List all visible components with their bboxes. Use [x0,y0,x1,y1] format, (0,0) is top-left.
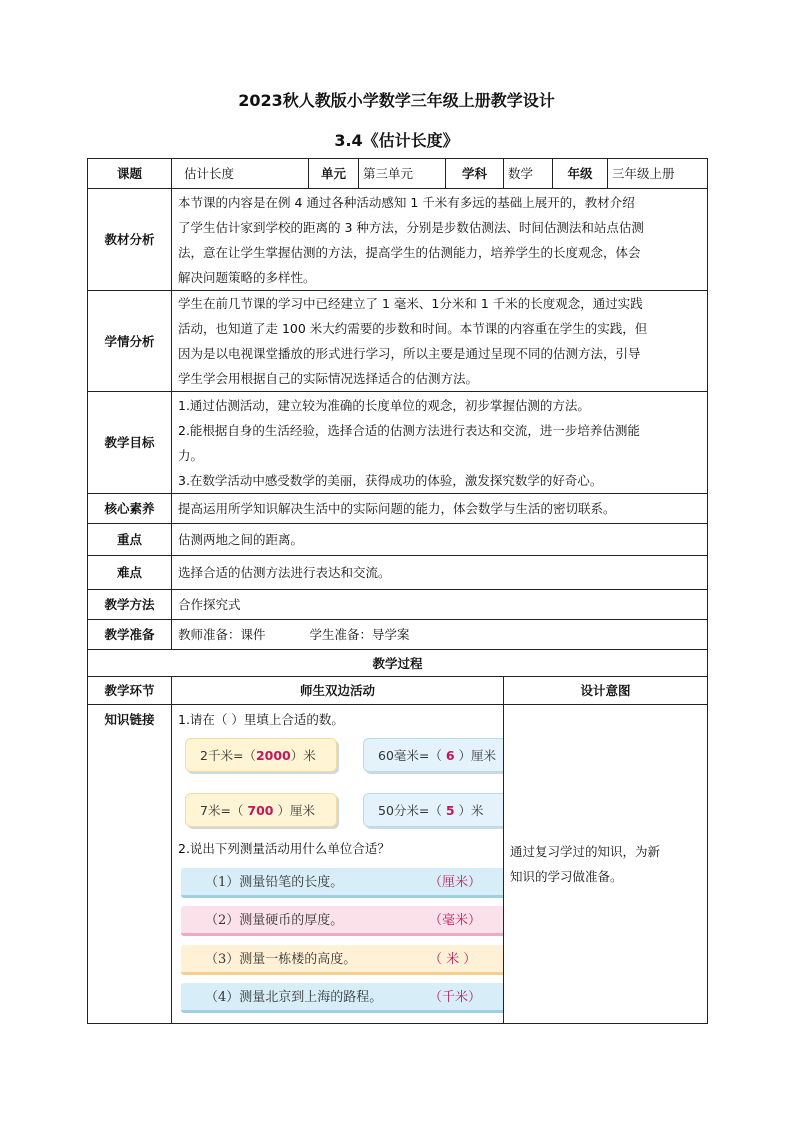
document-title: 2023秋人教版小学数学三年级上册教学设计 [238,91,555,110]
text-line: 2.能根据自身的生活经验，选择合适的估测方法进行表达和交流，进一步培养估测能 [178,422,640,438]
teaching-prep-row [88,620,708,650]
unit-value: 第三单元 [359,159,446,189]
text-line: 3.在数学活动中感受数学的美丽，获得成功的体验，激发探究数学的好奇心。 [178,472,603,488]
card-answer: 2000 [255,748,291,763]
lesson-plan-table [87,158,708,1024]
text-line: 1.通过估测活动，建立较为准确的长度单位的观念，初步掌握估测的方法。 [178,397,590,413]
key-point-text: 估测两地之间的距离。 [172,524,708,556]
teaching-method-row [88,590,708,620]
card-text: ）米 [454,803,484,818]
unit-item-text: （3）测量一栋楼的高度。 [205,952,357,967]
col-intent-header: 设计意图 [504,677,708,705]
grade-label: 年级 [553,159,608,189]
knowledge-link-label: 知识链接 [88,705,172,1024]
question-1: 1.请在（ ）里填上合适的数。 [178,712,344,727]
student-analysis-text [172,291,708,392]
text-line: 因为是以电视课堂播放的形式进行学习，所以主要是通过呈现不同的估测方法，引导 [178,346,641,361]
topic-label: 课题 [88,159,172,189]
teaching-method-text: 合作探究式 [172,590,708,620]
card-answer: 5 [445,803,455,818]
core-literacy-text: 提高运用所学知识解决生活中的实际问题的能力，体会数学与生活的密切联系。 [172,494,708,524]
card-text: ）厘米 [454,748,497,763]
difficulty-label: 难点 [88,556,172,590]
text-line: 法，意在让学生掌握估测的方法，提高学生的估测能力，培养学生的长度观念，体会 [178,244,641,260]
unit-item-answer: （毫米） [429,913,482,928]
col-activity-header: 师生双边活动 [172,677,504,705]
difficulty-text: 选择合适的估测方法进行表达和交流。 [172,556,708,590]
unit-item [181,945,504,975]
card-text: ）厘米 [273,803,315,818]
unit-item-text: （1）测量铅笔的长度。 [205,875,344,890]
key-point-row [88,524,708,556]
subject-label: 学科 [446,159,504,189]
key-point-label: 重点 [88,524,172,556]
teaching-method-label: 教学方法 [88,590,172,620]
knowledge-link-activity [172,705,504,1024]
text-line: 本节课的内容是在例 4 通过各种活动感知 1 千米有多远的基础上展开的，教材介绍 [178,194,635,210]
text-line: 学生学会用根据自己的实际情况选择适合的估测方法。 [178,371,479,386]
grade-value: 三年级上册 [608,159,708,189]
teaching-goals-label: 教学目标 [88,392,172,494]
material-analysis-row [88,189,708,291]
unit-item [181,906,504,936]
topic-value: 估计长度 [172,159,309,189]
text-line: 知识的学习做准备。 [510,869,623,884]
core-literacy-row [88,494,708,524]
text-line: 力。 [178,447,204,463]
process-title-row [88,650,708,677]
unit-item [181,868,504,898]
process-title: 教学过程 [88,650,708,677]
text-line: 通过复习学过的知识，为新 [510,844,661,859]
header-row [88,159,708,189]
material-analysis-label: 教材分析 [88,189,172,291]
unit-item-answer: （厘米） [429,875,482,890]
unit-label: 单元 [309,159,359,189]
col-stage-header: 教学环节 [88,677,172,705]
student-analysis-label: 学情分析 [88,291,172,392]
card-answer: 700 [247,803,274,818]
question-2: 2.说出下列测量活动用什么单位合适？ [178,841,390,856]
lesson-title: 3.4《估计长度》 [334,131,459,150]
fill-card [185,738,337,772]
difficulty-row [88,556,708,590]
knowledge-link-intent [504,705,708,1024]
card-text: 60毫米=（ [378,748,446,763]
fill-card [363,793,504,827]
unit-item-text: （4）测量北京到上海的路程。 [205,990,383,1005]
unit-item-answer: （ 米 ） [429,952,477,967]
text-line: 了学生估计家到学校的距离的 3 种方法，分别是步数估测法、时间估测法和站点估测 [178,219,644,235]
material-analysis-text [172,189,708,291]
student-analysis-row [88,291,708,392]
card-text: ）米 [290,748,316,763]
card-text: 50分米=（ [378,803,446,818]
unit-item [181,983,504,1013]
process-header-row [88,677,708,705]
card-text: 2千米=（ [200,748,256,763]
teacher-prep: 教师准备：课件 [178,627,266,642]
teaching-goals-row [88,392,708,494]
knowledge-link-row [88,705,708,1024]
fill-card [363,738,504,772]
text-line: 学生在前几节课的学习中已经建立了 1 毫米、1分米和 1 千米的长度观念，通过实践 [178,296,643,311]
student-prep: 学生准备：导学案 [309,627,410,642]
teaching-prep-label: 教学准备 [88,620,172,650]
text-line: 活动，也知道了走 100 米大约需要的步数和时间。本节课的内容重在学生的实践，但 [178,321,648,336]
fill-card [185,793,337,827]
unit-item-answer: （千米） [429,990,482,1005]
subject-value: 数学 [504,159,553,189]
core-literacy-label: 核心素养 [88,494,172,524]
teaching-prep-text [172,620,708,650]
teaching-goals-text [172,392,708,494]
text-line: 解决问题策略的多样性。 [178,269,316,285]
unit-item-text: （2）测量硬币的厚度。 [205,913,344,928]
card-answer: 6 [445,748,455,763]
card-text: 7米=（ [200,803,248,818]
